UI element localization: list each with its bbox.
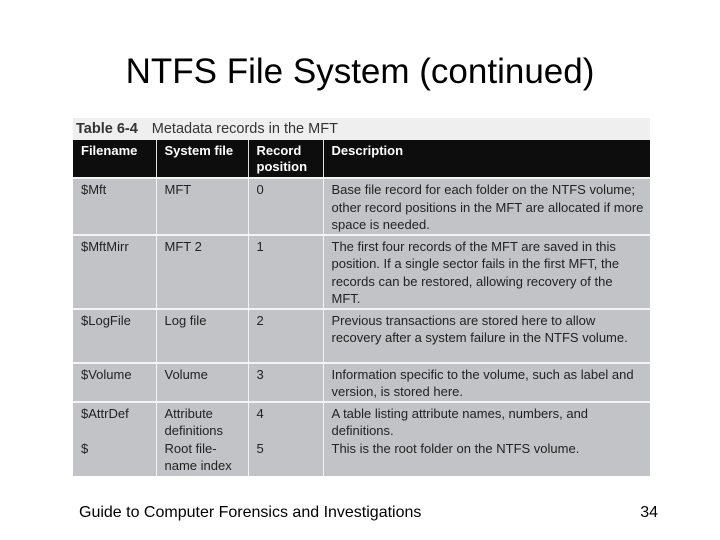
cell-filename: $MftMirr xyxy=(73,235,156,309)
footer-text: Guide to Computer Forensics and Investigations xyxy=(79,504,422,521)
table-caption xyxy=(73,118,650,140)
table-caption-text: Metadata records in the MFT xyxy=(151,121,338,137)
cell-record-position xyxy=(248,402,323,477)
table-row xyxy=(73,363,650,402)
cell-description: Previous transactions are stored here to allow recovery after a system failure in the NTFS volume. xyxy=(323,309,650,363)
cell-record-position: 3 xyxy=(248,363,323,402)
table-header-row xyxy=(73,140,650,178)
table-row xyxy=(73,235,650,309)
cell-description: Base file record for each folder on the NTFS volume; other record positions in the MFT are allocated if more space is needed. xyxy=(323,178,650,235)
cell-system-file: Log file xyxy=(156,309,248,363)
cell-filename-attrdef: $AttrDef xyxy=(81,405,129,421)
table-row xyxy=(73,402,650,477)
cell-record-position-4: 4 xyxy=(256,405,264,421)
cell-description xyxy=(323,402,650,477)
cell-filename-root: $ xyxy=(81,440,89,456)
cell-system-file: MFT 2 xyxy=(156,235,248,309)
mft-table-figure xyxy=(73,118,650,476)
page-number: 34 xyxy=(640,504,658,521)
cell-system-file: Volume xyxy=(156,363,248,402)
mft-metadata-table xyxy=(73,140,650,476)
cell-system-file-attribute-definitions: Attribute definitions xyxy=(164,405,224,438)
slide-title: NTFS File System (continued) xyxy=(125,52,595,91)
cell-record-position: 1 xyxy=(248,235,323,309)
header-filename: Filename xyxy=(73,140,156,178)
cell-system-file: MFT xyxy=(156,178,248,235)
cell-filename: $Mft xyxy=(73,178,156,235)
cell-description-attrdef: A table listing attribute names, numbers, and definitions. xyxy=(331,405,589,438)
cell-filename: $LogFile xyxy=(73,309,156,363)
cell-filename: $Volume xyxy=(73,363,156,402)
cell-system-file-root-index: Root file-name index xyxy=(164,440,232,473)
cell-system-file xyxy=(156,402,248,477)
cell-description-root: This is the root folder on the NTFS volume. xyxy=(331,440,580,456)
table-row xyxy=(73,178,650,235)
header-record-position: Record position xyxy=(248,140,323,178)
table-caption-label: Table 6-4 xyxy=(76,121,138,137)
cell-filename xyxy=(73,402,156,477)
cell-record-position-5: 5 xyxy=(256,440,264,456)
cell-description: Information specific to the volume, such as label and version, is stored here. xyxy=(323,363,650,402)
cell-record-position: 2 xyxy=(248,309,323,363)
header-description: Description xyxy=(323,140,650,178)
table-row xyxy=(73,309,650,363)
cell-record-position: 0 xyxy=(248,178,323,235)
cell-description: The first four records of the MFT are saved in this position. If a single sector fails in the first MFT, the records can be restored, allowing recovery of the MFT. xyxy=(323,235,650,309)
header-system-file: System file xyxy=(156,140,248,178)
